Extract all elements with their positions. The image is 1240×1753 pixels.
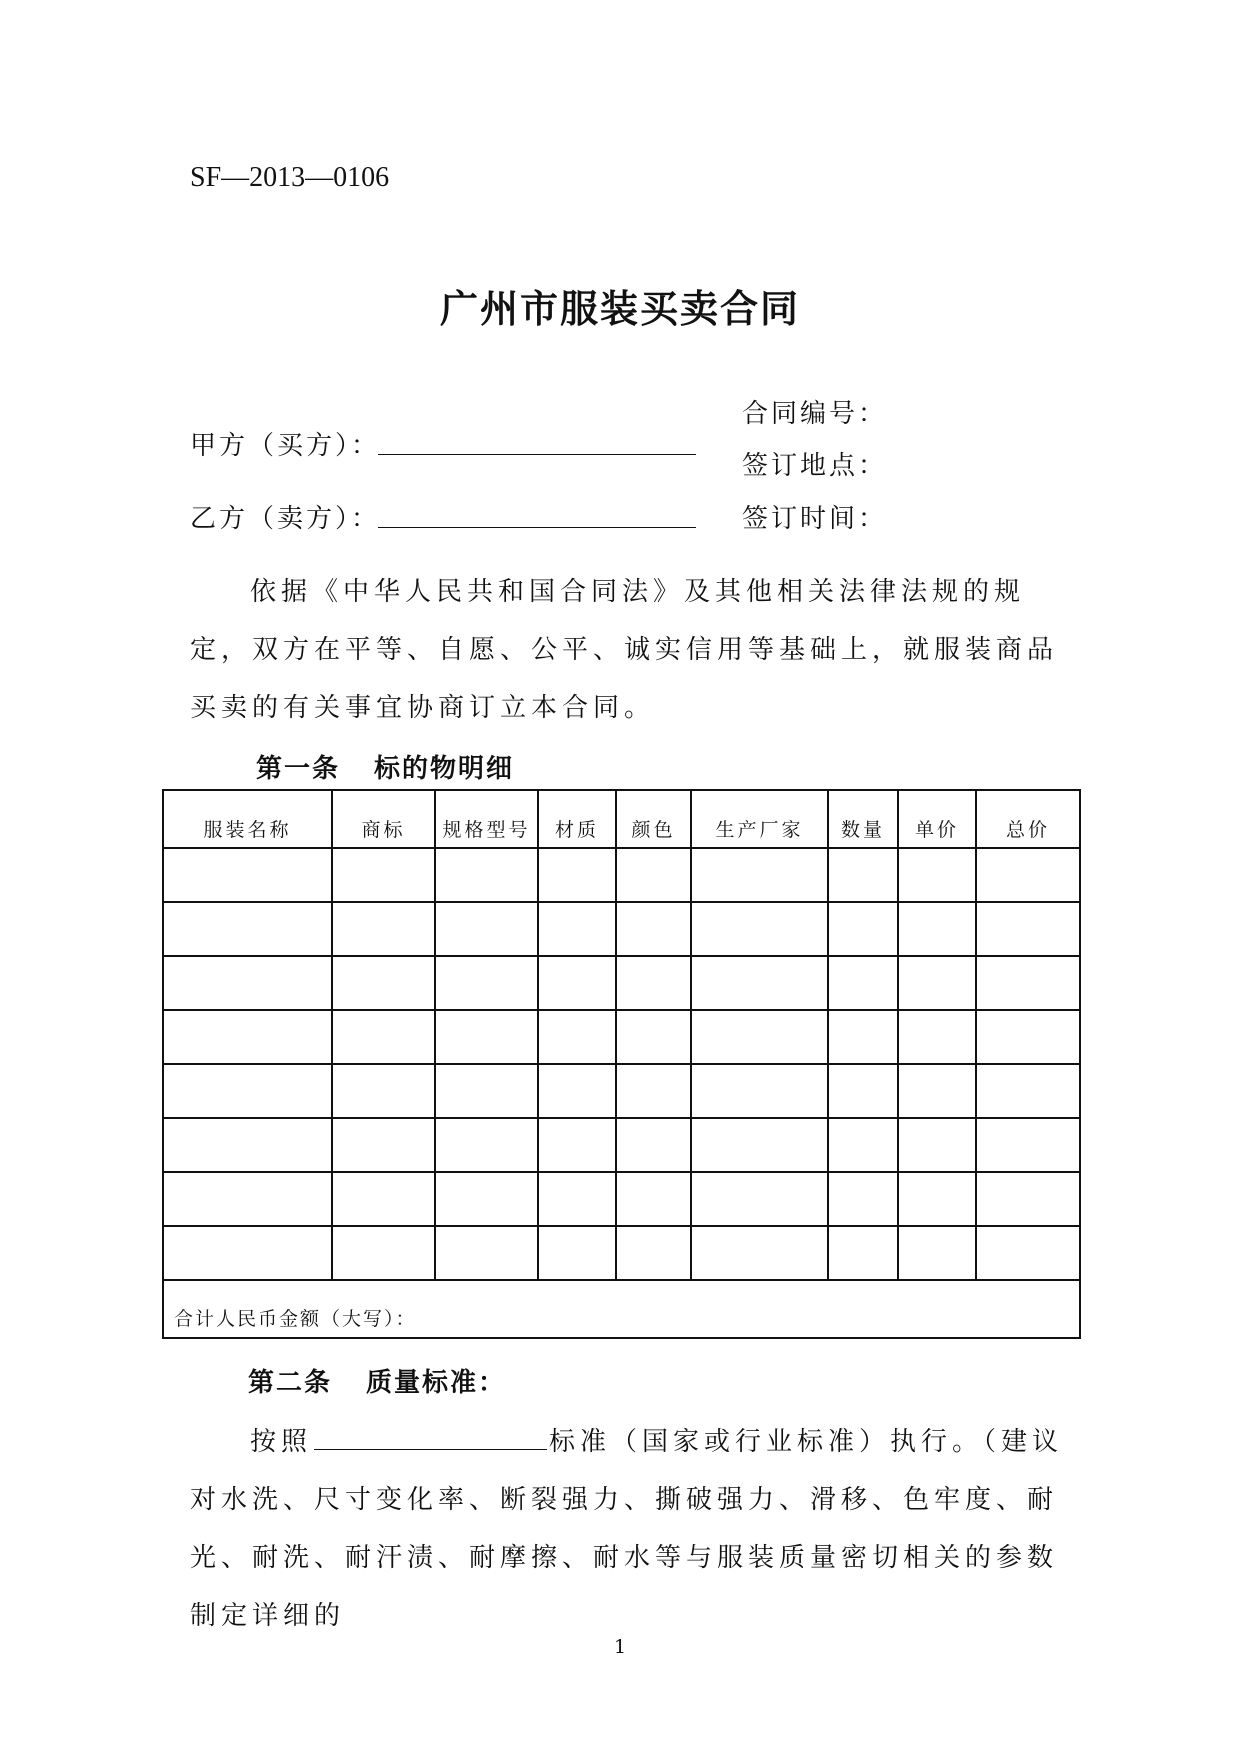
table-total-row[interactable] bbox=[163, 1280, 1080, 1338]
col-header-name: 服装名称 bbox=[163, 790, 332, 848]
col-header-spec: 规格型号 bbox=[435, 790, 538, 848]
items-table bbox=[162, 789, 1081, 1339]
table-row[interactable] bbox=[163, 848, 1080, 902]
table-row[interactable] bbox=[163, 1064, 1080, 1118]
quality-paragraph bbox=[190, 1413, 1070, 1645]
article-2-title: 质量标准： bbox=[366, 1368, 507, 1398]
intro-text: 依据《中华人民共和国合同法》及其他相关法律法规的规定，双方在平等、自愿、公平、诚实信用等基础上，就服装商品买卖的有关事宜协商订立本合同。 bbox=[190, 577, 1059, 723]
intro-paragraph bbox=[190, 563, 1070, 737]
document-number: SF—2013—0106 bbox=[190, 162, 390, 193]
total-amount-label: 合计人民币金额（大写）： bbox=[163, 1280, 1080, 1338]
table-row[interactable] bbox=[163, 956, 1080, 1010]
table-row[interactable] bbox=[163, 902, 1080, 956]
party-a-label: 甲方（买方）： bbox=[190, 431, 381, 461]
article-1-number: 第一条 bbox=[256, 754, 341, 784]
sign-place-label: 签订地点： bbox=[742, 451, 888, 481]
col-header-manufacturer: 生产厂家 bbox=[691, 790, 828, 848]
page-title: 广州市服装买卖合同 bbox=[439, 286, 800, 331]
sign-time-label: 签订时间： bbox=[742, 504, 888, 534]
article-1-title: 标的物明细 bbox=[374, 754, 515, 784]
party-b-blank[interactable] bbox=[378, 527, 696, 528]
quality-prefix: 按照 bbox=[250, 1427, 313, 1457]
table-row[interactable] bbox=[163, 1010, 1080, 1064]
table-row[interactable] bbox=[163, 1172, 1080, 1226]
col-header-material: 材质 bbox=[538, 790, 616, 848]
contract-number-label: 合同编号： bbox=[742, 399, 888, 429]
table-row[interactable] bbox=[163, 1226, 1080, 1280]
article-2-number: 第二条 bbox=[248, 1368, 333, 1398]
col-header-quantity: 数量 bbox=[828, 790, 898, 848]
col-header-unit-price: 单价 bbox=[898, 790, 976, 848]
article-1-heading bbox=[256, 748, 514, 785]
page-number: 1 bbox=[613, 1636, 627, 1658]
party-a-blank[interactable] bbox=[378, 454, 696, 455]
table-row[interactable] bbox=[163, 1118, 1080, 1172]
col-header-brand: 商标 bbox=[332, 790, 435, 848]
quality-text: 标准（国家或行业标准）执行。（建议对水洗、尺寸变化率、断裂强力、撕破强力、滑移、色牢度、耐光、耐洗、耐汗渍、耐摩擦、耐水等与服装质量密切相关的参数制定详细的 bbox=[190, 1427, 1064, 1631]
standard-blank[interactable] bbox=[314, 1425, 547, 1450]
party-b-label: 乙方（卖方）： bbox=[190, 504, 381, 534]
table-header-row bbox=[163, 790, 1080, 848]
col-header-total-price: 总价 bbox=[976, 790, 1080, 848]
article-2-heading bbox=[248, 1362, 506, 1399]
col-header-color: 颜色 bbox=[616, 790, 691, 848]
